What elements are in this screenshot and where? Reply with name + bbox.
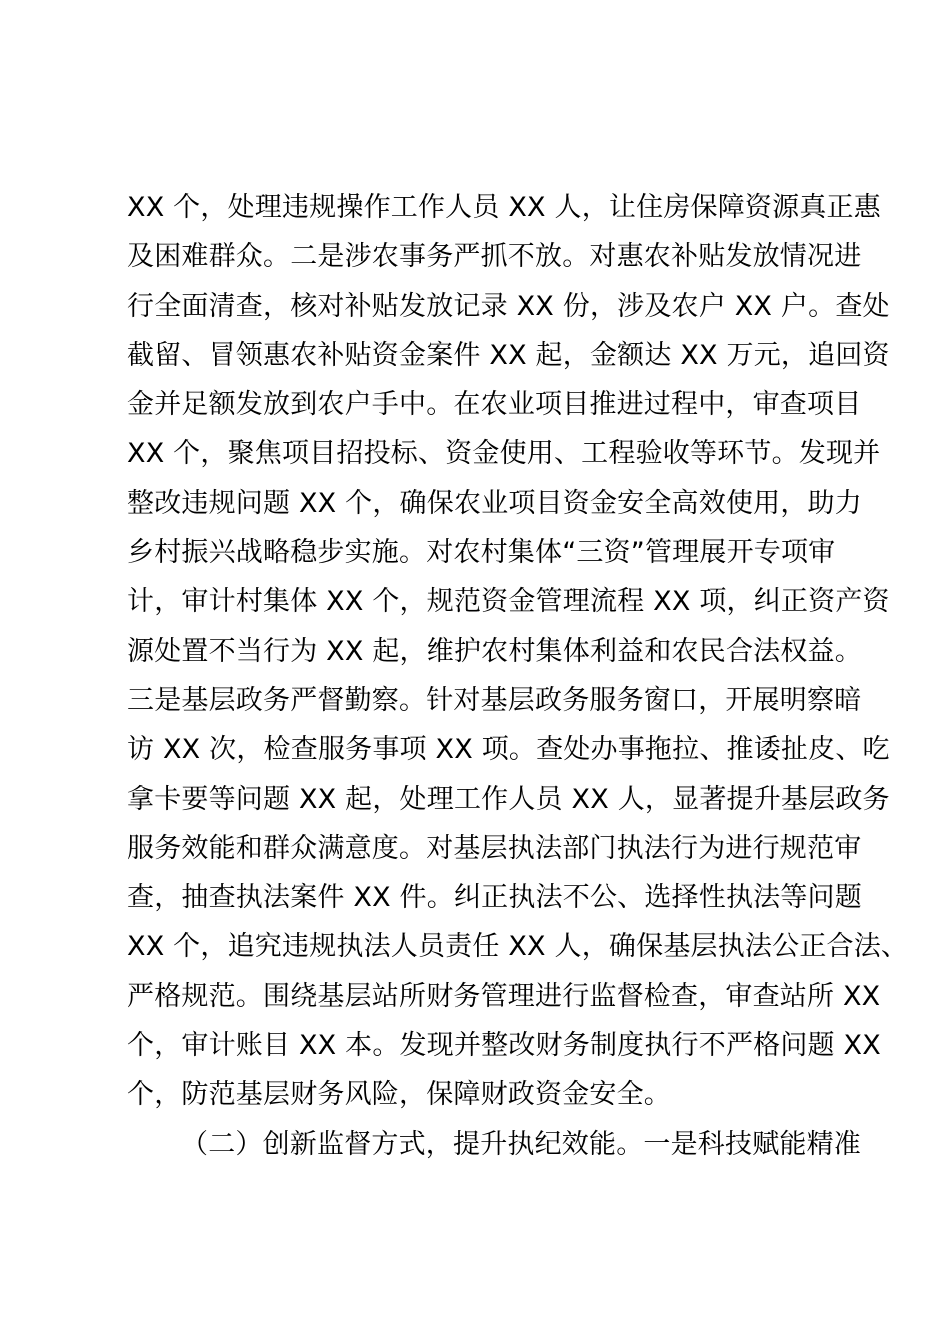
text-line: 服务效能和群众满意度。对基层执法部门执法行为进行规范审 <box>127 832 862 864</box>
text-line: 严格规范。围绕基层站所财务管理进行监督检查，审查站所 XX <box>127 980 881 1012</box>
text-line: 及困难群众。二是涉农事务严抓不放。对惠农补贴发放情况进 <box>127 241 862 273</box>
section-heading-line: （二）创新监督方式，提升执纪效能。一是科技赋能精准 <box>181 1128 861 1160</box>
text-line: XX 个，处理违规操作工作人员 XX 人，让住房保障资源真正惠 <box>127 192 881 223</box>
text-line: 整改违规问题 XX 个，确保农业项目资金安全高效使用，助力 <box>127 487 862 519</box>
text-line: 三是基层政务严督勤察。针对基层政务服务窗口，开展明察暗 <box>127 684 862 716</box>
body-text <box>127 183 909 1169</box>
text-line: 源处置不当行为 XX 起，维护农村集体利益和农民合法权益。 <box>127 635 862 667</box>
text-line: 乡村振兴战略稳步实施。对农村集体“三资”管理展开专项审 <box>127 537 836 569</box>
text-line: 截留、冒领惠农补贴资金案件 XX 起，金额达 XX 万元，追回资 <box>127 339 890 371</box>
text-line: 金并足额发放到农户手中。在农业项目推进过程中，审查项目 <box>127 389 862 421</box>
text-line: 行全面清查，核对补贴发放记录 XX 份，涉及农户 XX 户。查处 <box>127 290 890 322</box>
text-line: 个，防范基层财务风险，保障财政资金安全。 <box>127 1079 671 1111</box>
text-line: 拿卡要等问题 XX 起，处理工作人员 XX 人，显著提升基层政务 <box>127 783 890 815</box>
text-line: 查，抽查执法案件 XX 件。纠正执法不公、选择性执法等问题 <box>127 882 862 914</box>
text-line: 访 XX 次，检查服务事项 XX 项。查处办事拖拉、推诿扯皮、吃 <box>127 734 890 766</box>
text-line: 计，审计村集体 XX 个，规范资金管理流程 XX 项，纠正资产资 <box>127 586 890 618</box>
text-line: XX 个，聚焦项目招投标、资金使用、工程验收等环节。发现并 <box>127 438 881 470</box>
text-line: 个，审计账目 XX 本。发现并整改财务制度执行不严格问题 XX <box>127 1030 881 1062</box>
text-line: XX 个，追究违规执法人员责任 XX 人，确保基层执法公正合法、 <box>127 931 909 963</box>
